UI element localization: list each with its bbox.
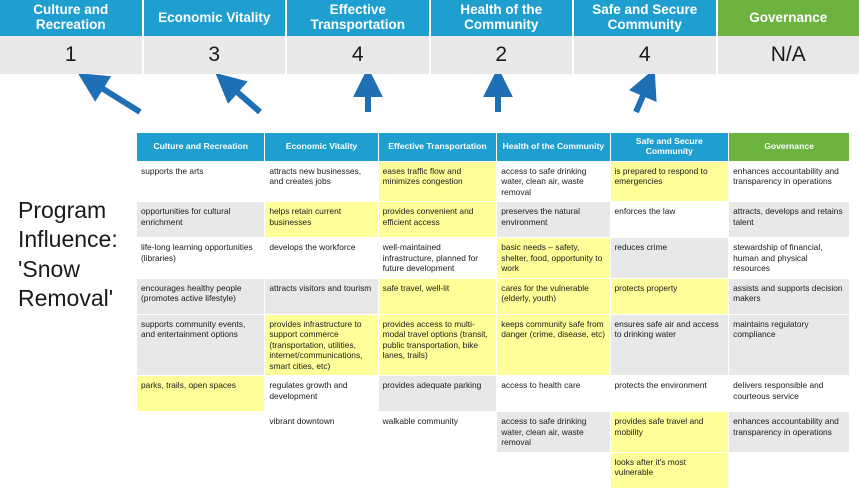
matrix-cell: life-long learning opportunities (libraries) xyxy=(137,238,265,279)
matrix-cell: regulates growth and development xyxy=(265,376,378,412)
matrix-cell xyxy=(137,412,265,453)
matrix-cell: provides access to multi-modal travel options (transit, public transportation, bike lanes, trails) xyxy=(378,314,497,376)
influence-matrix xyxy=(136,132,850,489)
scorecard-header-economic: Economic Vitality xyxy=(144,0,288,36)
matrix-row xyxy=(137,238,850,279)
score-governance: N/A xyxy=(718,36,859,74)
program-influence-caption: Program Influence: 'Snow Removal' xyxy=(18,196,128,314)
matrix-cell: reduces crime xyxy=(610,238,729,279)
matrix-header-culture: Culture and Recreation xyxy=(137,133,265,162)
matrix-cell: enhances accountability and transparency in operations xyxy=(729,161,850,202)
matrix-cell: attracts new businesses, and creates jobs xyxy=(265,161,378,202)
matrix-row xyxy=(137,278,850,314)
matrix-cell xyxy=(729,452,850,488)
matrix-cell: protects the environment xyxy=(610,376,729,412)
matrix-row xyxy=(137,202,850,238)
matrix-cell: maintains regulatory compliance xyxy=(729,314,850,376)
matrix-header-transportation: Effective Transportation xyxy=(378,133,497,162)
arrows-group xyxy=(0,74,859,134)
matrix-cell: protects property xyxy=(610,278,729,314)
matrix-cell: well-maintained infrastructure, planned for future development xyxy=(378,238,497,279)
matrix-cell: ensures safe air and access to drinking water xyxy=(610,314,729,376)
scorecard-header-culture: Culture and Recreation xyxy=(0,0,144,36)
matrix-header-economic: Economic Vitality xyxy=(265,133,378,162)
matrix-cell: access to safe drinking water, clean air, waste removal xyxy=(497,412,610,453)
matrix-cell xyxy=(265,452,378,488)
matrix-cell: opportunities for cultural enrichment xyxy=(137,202,265,238)
matrix-row xyxy=(137,412,850,453)
scorecard-header-row xyxy=(0,0,859,36)
matrix-body xyxy=(137,161,850,488)
matrix-cell: provides adequate parking xyxy=(378,376,497,412)
arrow-culture xyxy=(92,82,140,112)
matrix-cell: access to safe drinking water, clean air, waste removal xyxy=(497,161,610,202)
matrix-cell: supports community events, and entertainment options xyxy=(137,314,265,376)
matrix-cell: encourages healthy people (promotes active lifestyle) xyxy=(137,278,265,314)
matrix-cell: delivers responsible and courteous service xyxy=(729,376,850,412)
matrix-cell: provides infrastructure to support commerce (transportation, utilities, internet/communications, smart cities, etc) xyxy=(265,314,378,376)
matrix-cell: vibrant downtown xyxy=(265,412,378,453)
score-health: 2 xyxy=(431,36,575,74)
arrow-economic xyxy=(228,84,260,112)
scorecard-header-transportation: Effective Transportation xyxy=(287,0,431,36)
matrix-row xyxy=(137,376,850,412)
matrix-row xyxy=(137,452,850,488)
matrix-cell: supports the arts xyxy=(137,161,265,202)
matrix-cell: eases traffic flow and minimizes congestion xyxy=(378,161,497,202)
scorecard-strip xyxy=(0,0,859,76)
matrix-header-row xyxy=(137,133,850,162)
matrix-cell: attracts visitors and tourism xyxy=(265,278,378,314)
matrix-cell: is prepared to respond to emergencies xyxy=(610,161,729,202)
matrix-row xyxy=(137,314,850,376)
matrix-cell: basic needs – safety, shelter, food, opportunity to work xyxy=(497,238,610,279)
matrix-cell: cares for the vulnerable (elderly, youth) xyxy=(497,278,610,314)
scorecard-header-governance: Governance xyxy=(718,0,859,36)
matrix-cell xyxy=(497,452,610,488)
matrix-cell: assists and supports decision makers xyxy=(729,278,850,314)
matrix-header-health: Health of the Community xyxy=(497,133,610,162)
matrix-row xyxy=(137,161,850,202)
matrix-cell xyxy=(137,452,265,488)
matrix-cell: stewardship of financial, human and physical resources xyxy=(729,238,850,279)
matrix-cell: provides safe travel and mobility xyxy=(610,412,729,453)
matrix-cell: helps retain current businesses xyxy=(265,202,378,238)
matrix-cell: preserves the natural environment xyxy=(497,202,610,238)
matrix-header-governance: Governance xyxy=(729,133,850,162)
score-transportation: 4 xyxy=(287,36,431,74)
matrix-cell: parks, trails, open spaces xyxy=(137,376,265,412)
matrix-cell: safe travel, well-lit xyxy=(378,278,497,314)
matrix-cell: looks after it's most vulnerable xyxy=(610,452,729,488)
scorecard-header-safe: Safe and Secure Community xyxy=(574,0,718,36)
score-culture: 1 xyxy=(0,36,144,74)
matrix-cell: walkable community xyxy=(378,412,497,453)
scorecard-header-health: Health of the Community xyxy=(431,0,575,36)
score-economic: 3 xyxy=(144,36,288,74)
matrix-cell: provides convenient and efficient access xyxy=(378,202,497,238)
matrix-cell: attracts, develops and retains talent xyxy=(729,202,850,238)
score-safe: 4 xyxy=(574,36,718,74)
matrix-header-safe: Safe and Secure Community xyxy=(610,133,729,162)
matrix-cell: enhances accountability and transparency in operations xyxy=(729,412,850,453)
matrix-cell: develops the workforce xyxy=(265,238,378,279)
scorecard-score-row xyxy=(0,36,859,76)
matrix-cell: access to health care xyxy=(497,376,610,412)
matrix-cell xyxy=(378,452,497,488)
arrow-safe xyxy=(636,84,648,112)
matrix-cell: keeps community safe from danger (crime, disease, etc) xyxy=(497,314,610,376)
matrix-cell: enforces the law xyxy=(610,202,729,238)
